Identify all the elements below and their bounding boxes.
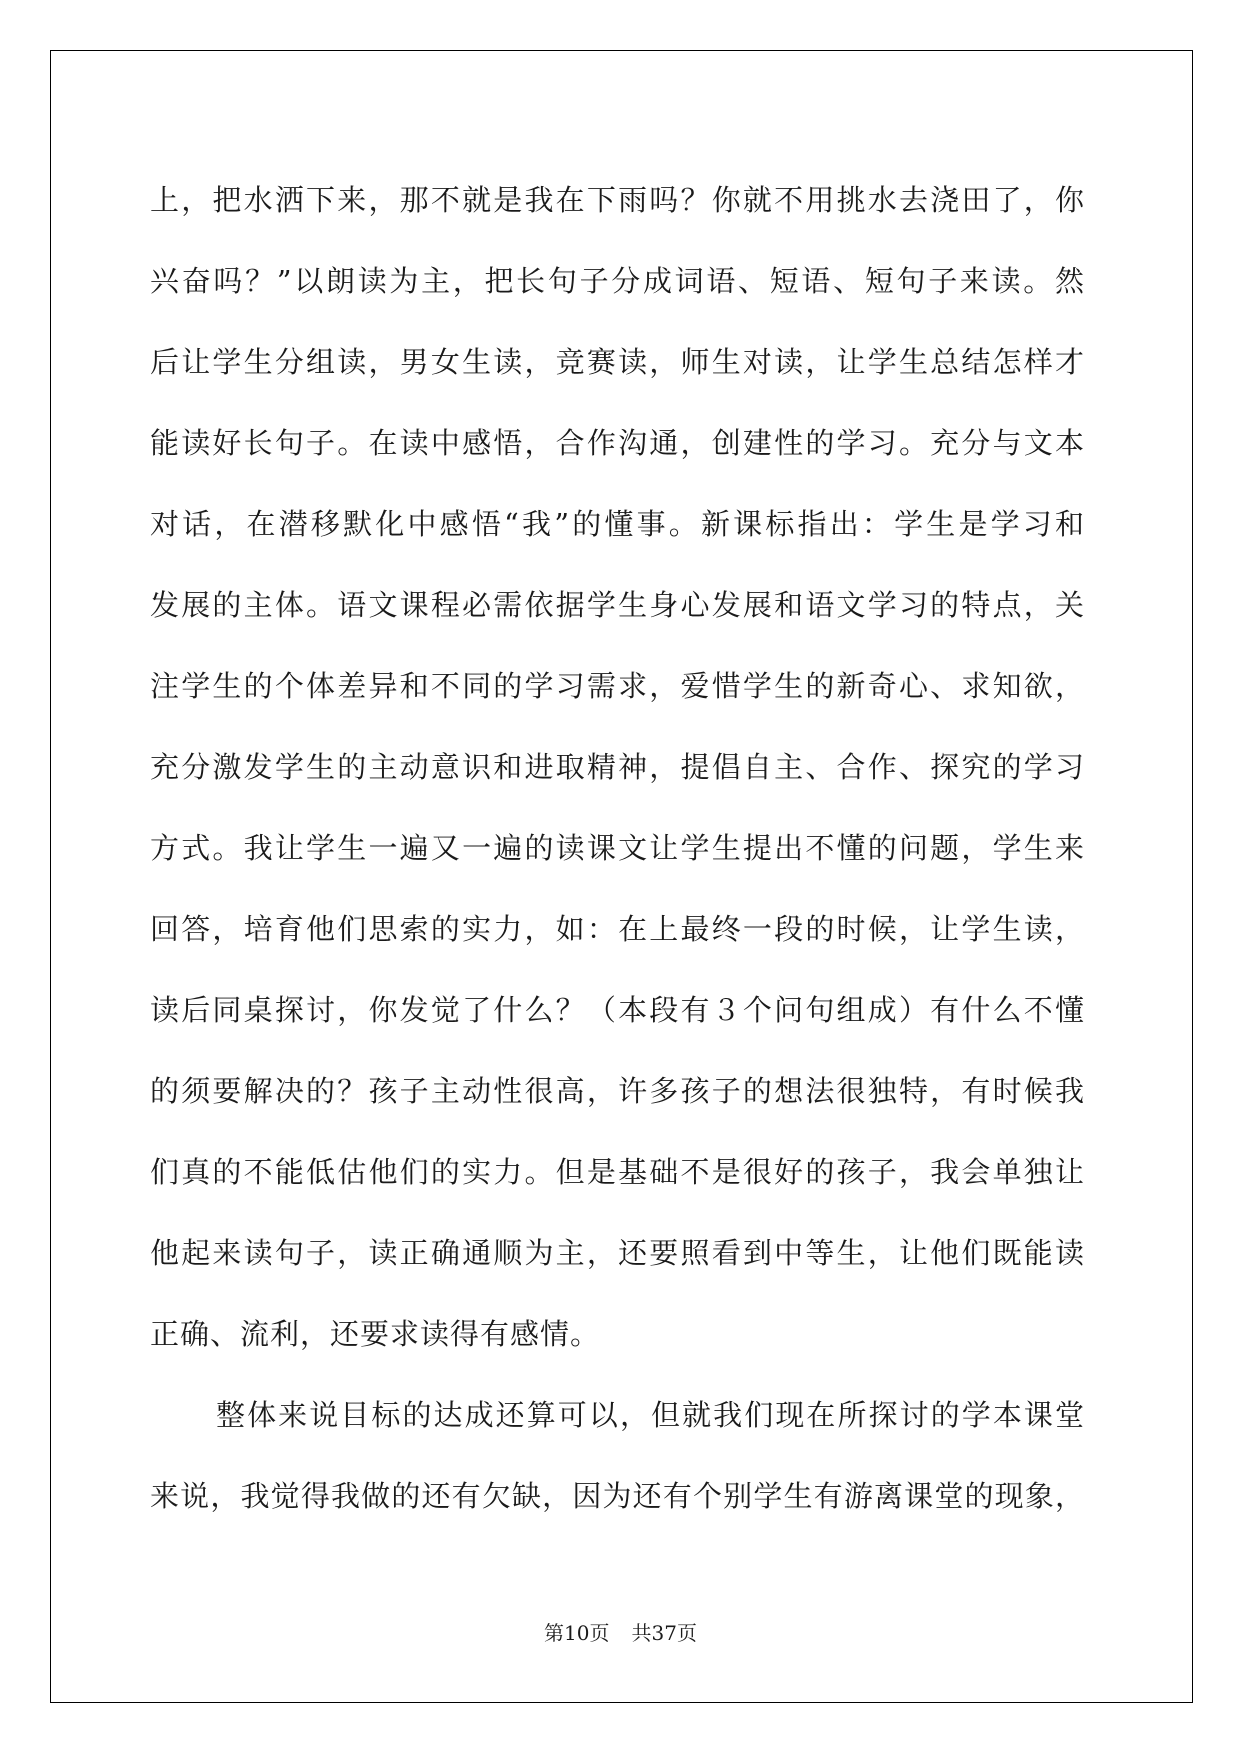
text-line: 的须要解决的？孩子主动性很高，许多孩子的想法很独特，有时候我: [150, 1074, 1085, 1108]
text-line: 兴奋吗？”以朗读为主，把长句子分成词语、短语、短句子来读。然: [150, 264, 1085, 298]
text-line: 注学生的个体差异和不同的学习需求，爱惜学生的新奇心、求知欲，: [150, 669, 1085, 703]
text-line: 正确、流利，还要求读得有感情。: [150, 1317, 601, 1351]
page-footer: [0, 1617, 1241, 1646]
paragraph-2: [150, 1375, 1085, 1537]
text-line: 回答，培育他们思索的实力，如：在上最终一段的时候，让学生读，: [150, 912, 1085, 946]
text-line: 们真的不能低估他们的实力。但是基础不是很好的孩子，我会单独让: [150, 1155, 1085, 1189]
text-line: 方式。我让学生一遍又一遍的读课文让学生提出不懂的问题，学生来: [150, 831, 1085, 865]
text-line: 来说，我觉得我做的还有欠缺，因为还有个别学生有游离课堂的现象，: [150, 1479, 1085, 1513]
text-line: 整体来说目标的达成还算可以，但就我们现在所探讨的学本课堂: [216, 1398, 1085, 1432]
text-line: 能读好长句子。在读中感悟，合作沟通，创建性的学习。充分与文本: [150, 426, 1085, 460]
text-line: 后让学生分组读，男女生读，竞赛读，师生对读，让学生总结怎样才: [150, 345, 1085, 379]
page-total: 共37页: [631, 1621, 697, 1645]
text-line: 充分激发学生的主动意识和进取精神，提倡自主、合作、探究的学习: [150, 750, 1085, 784]
page-number: 第10页: [544, 1621, 610, 1645]
text-line: 读后同桌探讨，你发觉了什么？（本段有３个问句组成）有什么不懂: [150, 993, 1085, 1027]
text-line: 对话，在潜移默化中感悟“我”的懂事。新课标指出：学生是学习和: [150, 507, 1085, 541]
document-body: [150, 160, 1085, 1537]
paragraph-1: [150, 160, 1085, 1375]
text-line: 他起来读句子，读正确通顺为主，还要照看到中等生，让他们既能读: [150, 1236, 1085, 1270]
text-line: 发展的主体。语文课程必需依据学生身心发展和语文学习的特点，关: [150, 588, 1085, 622]
text-line: 上，把水洒下来，那不就是我在下雨吗？你就不用挑水去浇田了，你: [150, 183, 1085, 217]
